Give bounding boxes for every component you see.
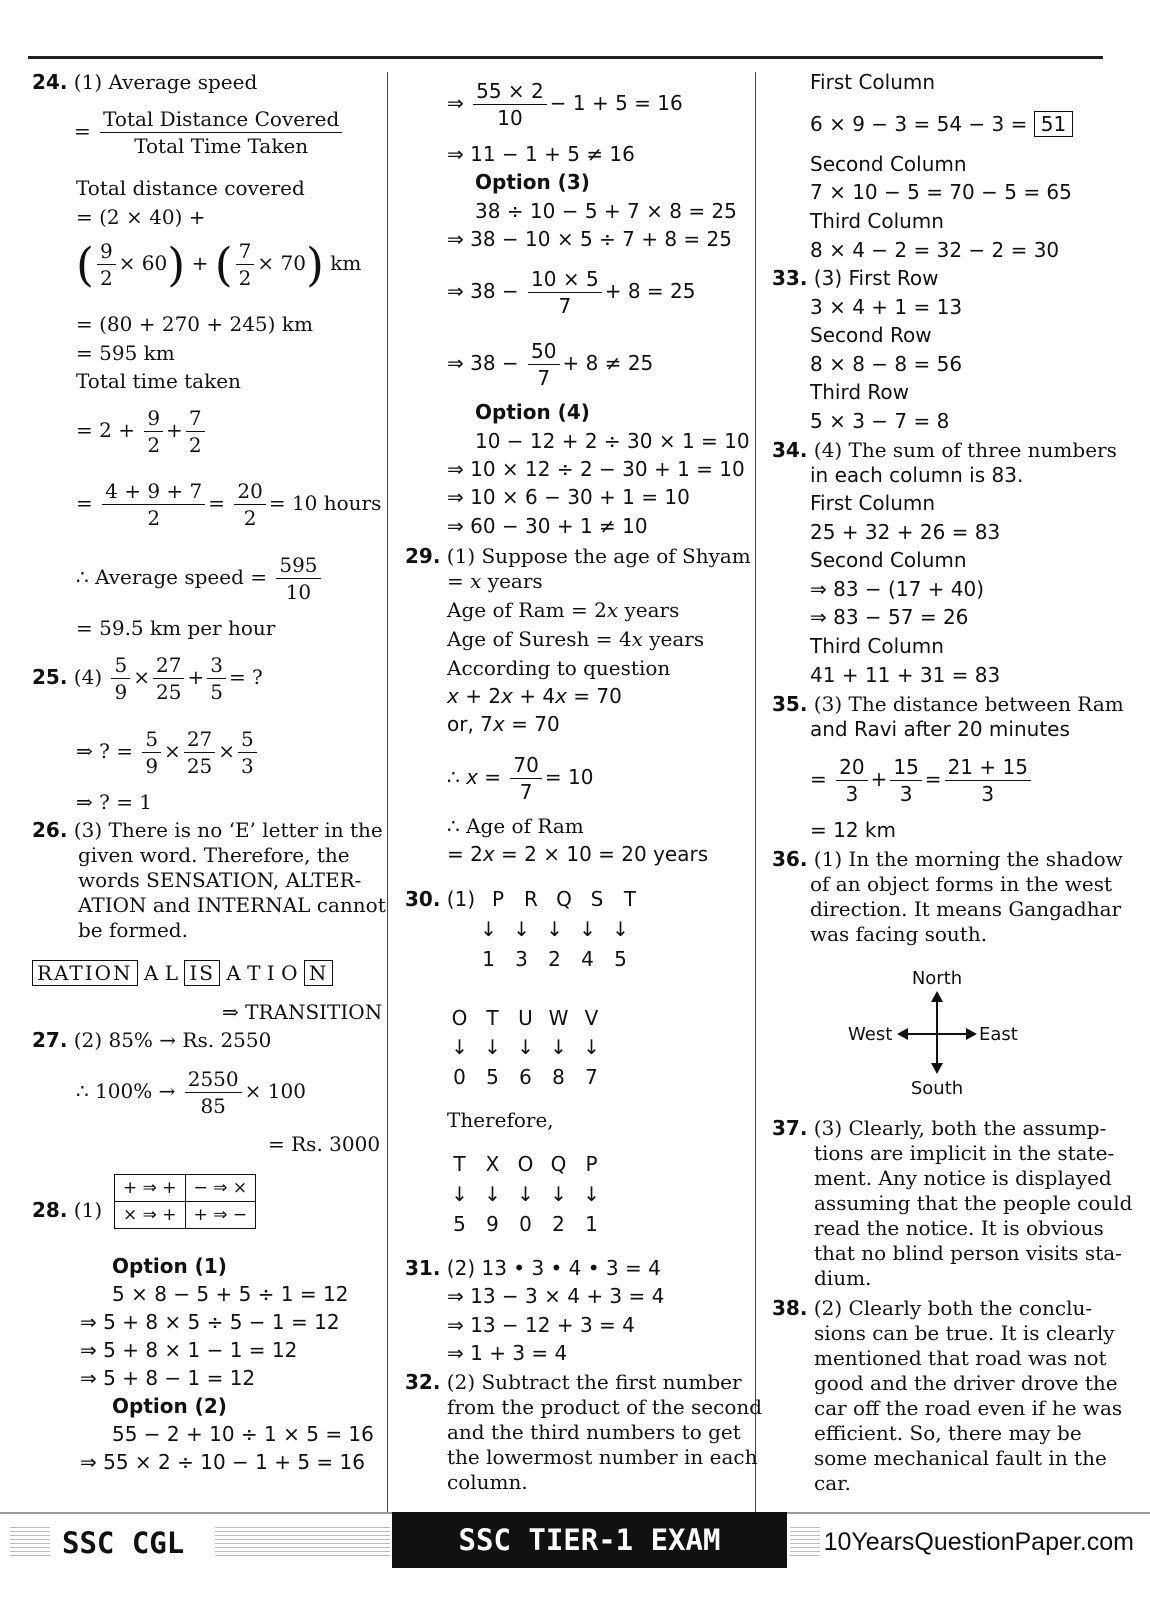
svg-text:North: North <box>911 968 963 989</box>
footer-left-text: SSC CGL <box>62 1526 185 1560</box>
svg-text:West: West <box>848 1024 893 1045</box>
svg-text:East: East <box>979 1024 1018 1045</box>
svg-text:South: South <box>910 1078 964 1099</box>
column-divider <box>755 72 756 1512</box>
footer-site-text: 10YearsQuestionPaper.com <box>823 1528 1134 1556</box>
symbol-table: + ⇒ + − ⇒ × × ⇒ + + ⇒ − <box>114 1174 256 1229</box>
top-rule <box>28 56 1103 59</box>
page-footer <box>0 1512 1150 1570</box>
compass-diagram <box>842 964 1042 1104</box>
column-divider <box>387 72 388 1512</box>
footer-center-banner: SSC TIER-1 EXAM <box>392 1512 787 1568</box>
